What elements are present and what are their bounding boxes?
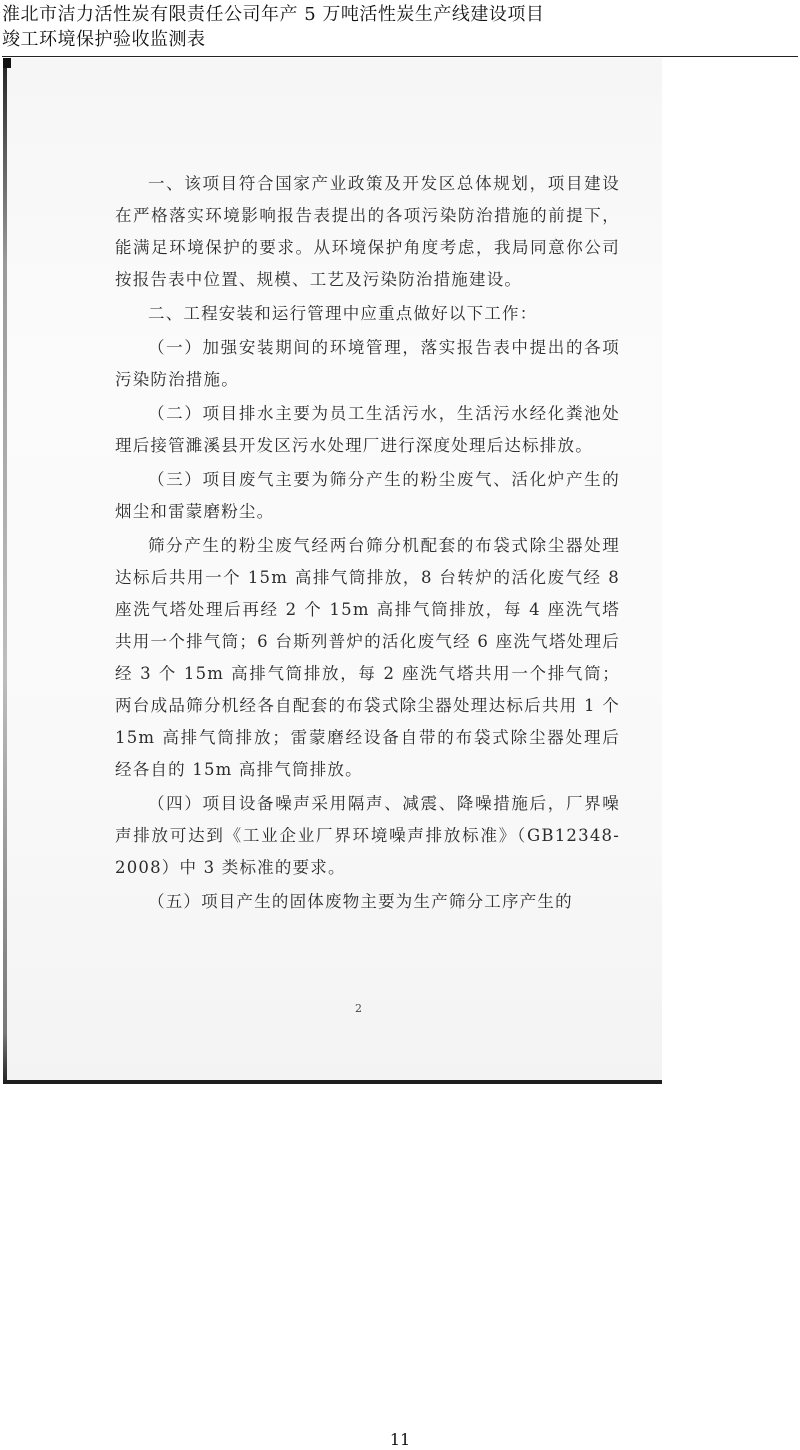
scan-bottom-edge xyxy=(3,1080,662,1084)
header-title-line-1: 淮北市洁力活性炭有限责任公司年产 5 万吨活性炭生产线建设项目 xyxy=(2,4,545,25)
header-title-line-2: 竣工环境保护验收监测表 xyxy=(2,29,206,50)
paragraph-5: （三）项目废气主要为筛分产生的粉尘废气、活化炉产生的烟尘和雷蒙磨粉尘。 xyxy=(115,470,620,521)
paragraph-7: （四）项目设备噪声采用隔声、减震、降噪措施后，厂界噪声排放可达到《工业企业厂界环境噪声排放标准》（GB12348-2008）中 3 类标准的要求。 xyxy=(115,794,620,877)
scan-page-number: 2 xyxy=(355,1002,362,1015)
scan-corner-mark xyxy=(3,58,11,68)
paragraph-2: 二、工程安装和运行管理中应重点做好以下工作： xyxy=(148,304,538,323)
scanned-document-image xyxy=(3,58,662,1084)
running-header xyxy=(2,2,798,57)
paragraph-1: 一、该项目符合国家产业政策及开发区总体规划，项目建设在严格落实环境影响报告表提出的各项污染防治措施的前提下，能满足环境保护的要求。从环境保护角度考虑，我局同意你公司按报告表中位置、规模、工艺及污染防治措施建设。 xyxy=(115,174,620,289)
paragraph-4: （二）项目排水主要为员工生活污水，生活污水经化粪池处理后接管濉溪县开发区污水处理厂进行深度处理后达标排放。 xyxy=(115,404,620,455)
scan-body-text xyxy=(115,168,620,918)
paragraph-8: （五）项目产生的固体废物主要为生产筛分工序产生的 xyxy=(148,892,573,911)
page-number: 11 xyxy=(389,1430,411,1449)
paragraph-3: （一）加强安装期间的环境管理，落实报告表中提出的各项污染防治措施。 xyxy=(115,338,620,389)
scan-left-edge xyxy=(3,58,7,1084)
paragraph-6: 筛分产生的粉尘废气经两台筛分机配套的布袋式除尘器处理达标后共用一个 15m 高排气筒排放，8 台转炉的活化废气经 8 座洗气塔处理后再经 2 个 15m 高排气筒排放，每 4 座洗气塔共用一个排气筒；6 台斯列普炉的活化废气经 6 座洗气塔处理后经 3 个 15m 高排气筒排放，每 2 座洗气塔共用一个排气筒；两台成品筛分机经各自配套的布袋式除尘器处理达标后共用 1 个 15m 高排气筒排放；雷蒙磨经设备自带的布袋式除尘器处理后经各自的 15m 高排气筒排放。 xyxy=(115,536,620,779)
